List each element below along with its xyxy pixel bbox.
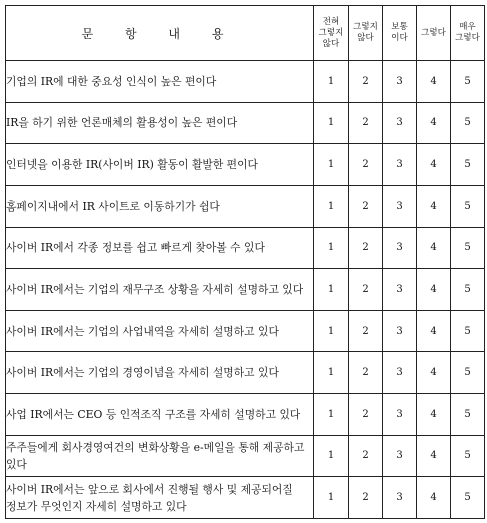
scale-header-3: 보통 이다 [383, 6, 417, 61]
scale-option-2[interactable]: 2 [349, 394, 383, 436]
question-text: 주주들에게 회사경영여건의 변화상황을 e-메일을 통해 제공하고 있다 [6, 435, 314, 477]
scale-option-5[interactable]: 5 [451, 269, 485, 311]
scale-option-3[interactable]: 3 [383, 185, 417, 227]
scale-option-1[interactable]: 1 [314, 435, 349, 477]
question-text: 사업 IR에서는 CEO 등 인적조직 구조를 자세히 설명하고 있다 [6, 394, 314, 436]
scale-option-1[interactable]: 1 [314, 394, 349, 436]
scale-option-3[interactable]: 3 [383, 310, 417, 352]
scale-option-4[interactable]: 4 [417, 102, 451, 144]
scale-option-3[interactable]: 3 [383, 144, 417, 186]
scale-option-2[interactable]: 2 [349, 435, 383, 477]
scale-option-4[interactable]: 4 [417, 477, 451, 519]
table-row [6, 227, 485, 269]
scale-option-2[interactable]: 2 [349, 102, 383, 144]
scale-option-1[interactable]: 1 [314, 102, 349, 144]
scale-option-3[interactable]: 3 [383, 61, 417, 103]
header-row [6, 6, 485, 61]
question-text: 홈페이지내에서 IR 사이트로 이동하기가 쉽다 [6, 185, 314, 227]
question-text: 사이버 IR에서는 기업의 재무구조 상황을 자세히 설명하고 있다 [6, 269, 314, 311]
scale-option-1[interactable]: 1 [314, 269, 349, 311]
scale-option-5[interactable]: 5 [451, 102, 485, 144]
scale-option-2[interactable]: 2 [349, 310, 383, 352]
question-text: 사이버 IR에서 각종 정보를 쉽고 빠르게 찾아볼 수 있다 [6, 227, 314, 269]
scale-option-1[interactable]: 1 [314, 185, 349, 227]
scale-option-4[interactable]: 4 [417, 185, 451, 227]
question-text: 사이버 IR에서는 기업의 경영이념을 자세히 설명하고 있다 [6, 352, 314, 394]
table-row [6, 185, 485, 227]
scale-option-2[interactable]: 2 [349, 227, 383, 269]
scale-option-5[interactable]: 5 [451, 144, 485, 186]
scale-option-5[interactable]: 5 [451, 394, 485, 436]
scale-option-4[interactable]: 4 [417, 435, 451, 477]
scale-option-2[interactable]: 2 [349, 144, 383, 186]
scale-option-1[interactable]: 1 [314, 352, 349, 394]
scale-option-4[interactable]: 4 [417, 227, 451, 269]
table-row [6, 352, 485, 394]
scale-option-5[interactable]: 5 [451, 310, 485, 352]
survey-table [5, 5, 485, 519]
scale-option-5[interactable]: 5 [451, 185, 485, 227]
scale-header-4: 그렇다 [417, 6, 451, 61]
table-row [6, 102, 485, 144]
question-column-header: 문 항 내 용 [6, 6, 314, 61]
scale-option-1[interactable]: 1 [314, 144, 349, 186]
scale-option-5[interactable]: 5 [451, 477, 485, 519]
scale-option-5[interactable]: 5 [451, 61, 485, 103]
scale-option-3[interactable]: 3 [383, 227, 417, 269]
scale-option-1[interactable]: 1 [314, 61, 349, 103]
table-row [6, 477, 485, 519]
scale-option-3[interactable]: 3 [383, 477, 417, 519]
scale-option-2[interactable]: 2 [349, 352, 383, 394]
question-text: 사이버 IR에서는 앞으로 회사에서 진행될 행사 및 제공되어질 정보가 무엇인지 자세히 설명하고 있다 [6, 477, 314, 519]
scale-option-5[interactable]: 5 [451, 435, 485, 477]
scale-option-5[interactable]: 5 [451, 352, 485, 394]
question-text: 사이버 IR에서는 기업의 사업내역을 자세히 설명하고 있다 [6, 310, 314, 352]
scale-option-1[interactable]: 1 [314, 477, 349, 519]
scale-option-2[interactable]: 2 [349, 477, 383, 519]
scale-option-3[interactable]: 3 [383, 394, 417, 436]
table-row [6, 394, 485, 436]
table-row [6, 269, 485, 311]
scale-header-5: 매우 그렇다 [451, 6, 485, 61]
table-row [6, 435, 485, 477]
scale-option-3[interactable]: 3 [383, 269, 417, 311]
question-text: IR을 하기 위한 언론매체의 활용성이 높은 편이다 [6, 102, 314, 144]
scale-option-1[interactable]: 1 [314, 310, 349, 352]
scale-option-3[interactable]: 3 [383, 102, 417, 144]
scale-option-4[interactable]: 4 [417, 394, 451, 436]
scale-option-4[interactable]: 4 [417, 144, 451, 186]
table-row [6, 144, 485, 186]
scale-option-2[interactable]: 2 [349, 61, 383, 103]
scale-option-3[interactable]: 3 [383, 435, 417, 477]
scale-option-4[interactable]: 4 [417, 310, 451, 352]
scale-option-2[interactable]: 2 [349, 269, 383, 311]
scale-option-2[interactable]: 2 [349, 185, 383, 227]
scale-header-2: 그렇지 않다 [349, 6, 383, 61]
scale-option-5[interactable]: 5 [451, 227, 485, 269]
scale-option-4[interactable]: 4 [417, 61, 451, 103]
scale-option-4[interactable]: 4 [417, 269, 451, 311]
scale-option-3[interactable]: 3 [383, 352, 417, 394]
question-text: 기업의 IR에 대한 중요성 인식이 높은 편이다 [6, 61, 314, 103]
scale-header-1: 전혀 그렇지 않다 [314, 6, 349, 61]
table-row [6, 61, 485, 103]
scale-option-1[interactable]: 1 [314, 227, 349, 269]
table-row [6, 310, 485, 352]
scale-option-4[interactable]: 4 [417, 352, 451, 394]
question-text: 인터넷을 이용한 IR(사이버 IR) 활동이 활발한 편이다 [6, 144, 314, 186]
